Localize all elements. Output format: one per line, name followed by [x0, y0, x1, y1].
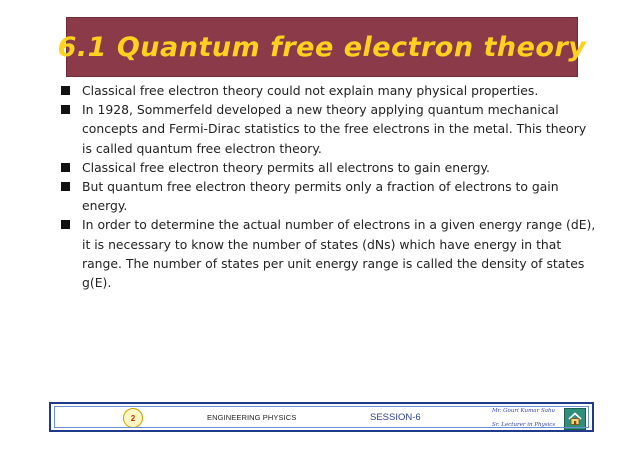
- session-label: SESSION-6: [370, 412, 421, 423]
- bullet-item: [59, 158, 599, 177]
- author-credit: [492, 404, 555, 432]
- slide-footer: [49, 402, 594, 432]
- bullet-item: [59, 215, 599, 292]
- page-number: 2: [123, 408, 143, 428]
- bullet-text: In 1928, Sommerfeld developed a new theory applying quantum mechanical concepts and Fermi-Dirac statistics to the free electrons in the metal. This theory is called quantum free electron theory.: [82, 102, 587, 156]
- bullet-square-icon: [61, 163, 70, 172]
- home-icon: [568, 412, 582, 426]
- bullet-item: [59, 177, 599, 215]
- author-title: Sr. Lecturer in Physics: [492, 422, 556, 428]
- home-button[interactable]: [564, 408, 586, 430]
- title-banner: [57, 17, 587, 77]
- bullet-item: [59, 81, 599, 100]
- bullet-square-icon: [61, 86, 70, 95]
- bullet-text: But quantum free electron theory permits only a fraction of electrons to gain energy.: [82, 179, 559, 214]
- bullet-list: [59, 81, 599, 292]
- author-name: Mr. Gouri Kumar Sahu: [492, 408, 556, 414]
- bullet-text: Classical free electron theory permits all electrons to gain energy.: [82, 159, 490, 175]
- bullet-text: Classical free electron theory could not explain many physical properties.: [82, 83, 539, 98]
- bullet-square-icon: [61, 220, 70, 229]
- bullet-square-icon: [61, 182, 70, 191]
- bullet-square-icon: [61, 105, 70, 114]
- bullet-text: In order to determine the actual number of electrons in a given energy range (dE), it is necessary to know the number of states (dNs) which have energy in that range. The number of states per unit energy range is called the density of states g(E).: [82, 217, 596, 291]
- bullet-item: [59, 100, 599, 158]
- course-name: ENGINEERING PHYSICS: [207, 413, 297, 422]
- slide-title: 6.1 Quantum free electron theory: [57, 31, 587, 63]
